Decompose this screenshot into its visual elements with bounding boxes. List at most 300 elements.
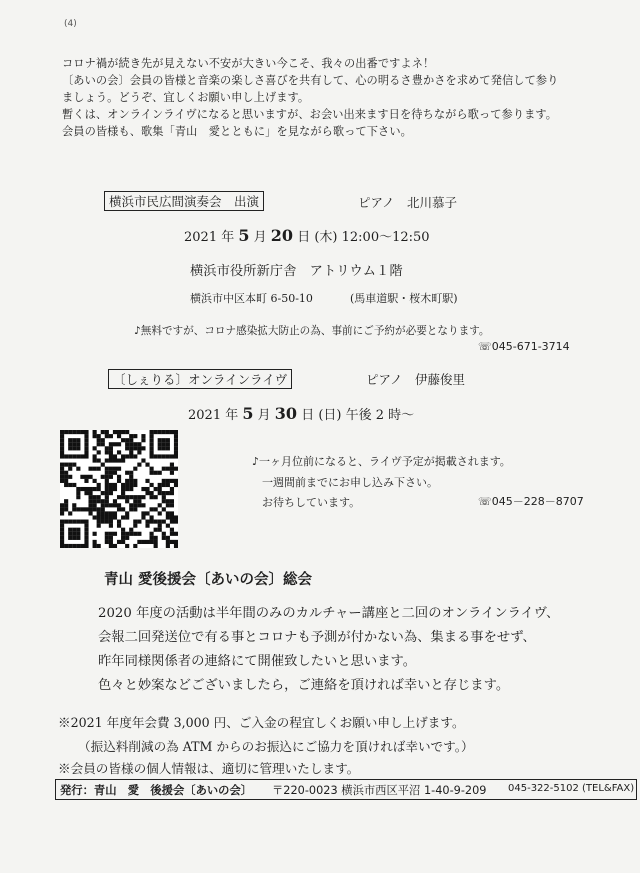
qr-module (76, 442, 80, 446)
qr-module (125, 487, 129, 491)
qr-module (166, 454, 170, 458)
qr-module (72, 454, 76, 458)
qr-module (68, 463, 72, 467)
qr-module (174, 454, 178, 458)
qr-module (125, 454, 129, 458)
qr-module (145, 463, 149, 467)
qr-module (113, 544, 117, 548)
qr-module (166, 483, 170, 487)
qr-module (64, 475, 68, 479)
qr-module (84, 520, 88, 524)
qr-module (133, 507, 137, 511)
qr-module (154, 471, 158, 475)
meeting-title: 青山 愛後援会〔あいの会〕総会 (104, 571, 313, 588)
qr-module (101, 442, 105, 446)
qr-module (84, 524, 88, 528)
qr-module (72, 532, 76, 536)
intro-line: コロナ禍が続き先が見えない不安が大きい今こそ、我々の出番ですよネ！ (62, 57, 435, 70)
qr-module (93, 446, 97, 450)
meeting-line: 色々と妙案などございましたら，ご連絡を頂ければ幸いと存じます。 (98, 678, 510, 693)
qr-module (166, 536, 170, 540)
qr-module (166, 491, 170, 495)
qr-module (174, 540, 178, 544)
event1-pianist: ピアノ 北川慕子 (358, 195, 458, 210)
qr-module (80, 520, 84, 524)
qr-module (68, 520, 72, 524)
qr-module (154, 487, 158, 491)
qr-module (101, 463, 105, 467)
qr-module (76, 467, 80, 471)
qr-module (133, 483, 137, 487)
qr-module (105, 483, 109, 487)
qr-module (101, 511, 105, 515)
qr-module (150, 438, 154, 442)
qr-module (170, 430, 174, 434)
qr-module (129, 528, 133, 532)
qr-module (158, 438, 162, 442)
qr-module (166, 515, 170, 519)
qr-module (166, 479, 170, 483)
qr-module (76, 491, 80, 495)
qr-module (97, 467, 101, 471)
qr-module (133, 467, 137, 471)
qr-module (141, 495, 145, 499)
qr-module (93, 458, 97, 462)
qr-module (170, 491, 174, 495)
qr-module (154, 520, 158, 524)
qr-module (158, 511, 162, 515)
qr-module (64, 503, 68, 507)
qr-module (109, 442, 113, 446)
qr-module (101, 515, 105, 519)
qr-module (150, 520, 154, 524)
qr-module (162, 499, 166, 503)
qr-module (154, 544, 158, 548)
qr-module (141, 458, 145, 462)
event1-year: 2021 年 (184, 230, 235, 245)
event2-month: 5 (242, 404, 254, 423)
qr-module (158, 491, 162, 495)
qr-module (174, 430, 178, 434)
qr-module (150, 467, 154, 471)
qr-module (154, 454, 158, 458)
qr-module (162, 532, 166, 536)
qr-module (93, 454, 97, 458)
qr-module (60, 503, 64, 507)
qr-module (113, 471, 117, 475)
qr-module (117, 475, 121, 479)
qr-module (141, 503, 145, 507)
qr-module (145, 524, 149, 528)
event1-tel: ☏045-671-3714 (478, 340, 570, 353)
qr-module (84, 434, 88, 438)
intro-line: 〔あいの会〕会員の皆様と音楽の楽しさ喜びを共有して、心の明るさ豊かさを求めて発信して参り (62, 74, 559, 87)
qr-module (129, 483, 133, 487)
qr-module (174, 446, 178, 450)
qr-module (166, 446, 170, 450)
qr-module (150, 450, 154, 454)
qr-module (60, 467, 64, 471)
event2-note: ♪一ヶ月位前になると、ライヴ予定が掲載されます。 (252, 455, 511, 468)
qr-module (121, 495, 125, 499)
event1-time: (木) 12:00～12:50 (314, 230, 430, 245)
qr-module (133, 532, 137, 536)
qr-module (158, 442, 162, 446)
event2-title: 〔しぇりる〕オンラインライヴ (108, 369, 292, 389)
qr-module (68, 483, 72, 487)
qr-module (109, 524, 113, 528)
qr-module (97, 507, 101, 511)
qr-module (105, 495, 109, 499)
qr-module (129, 434, 133, 438)
qr-module (133, 499, 137, 503)
qr-module (158, 454, 162, 458)
notice-line: ※会員の皆様の個人情報は、適切に管理いたします。 (58, 761, 360, 776)
qr-module (105, 450, 109, 454)
footer-address: 〒220-0023 横浜市西区平沼 1-40-9-209 (272, 784, 487, 797)
qr-module (141, 438, 145, 442)
qr-module (97, 458, 101, 462)
qr-module (101, 438, 105, 442)
qr-module (158, 520, 162, 524)
qr-module (166, 438, 170, 442)
qr-module (93, 544, 97, 548)
qr-module (121, 430, 125, 434)
qr-module (93, 430, 97, 434)
event2-note: 一週間前までにお申し込み下さい。 (262, 476, 438, 489)
qr-module (60, 446, 64, 450)
qr-module (105, 471, 109, 475)
qr-module (72, 536, 76, 540)
qr-module (137, 442, 141, 446)
qr-module (117, 479, 121, 483)
qr-module (109, 483, 113, 487)
qr-module (121, 487, 125, 491)
qr-module (113, 503, 117, 507)
qr-module (60, 524, 64, 528)
qr-module (150, 495, 154, 499)
qr-module (174, 442, 178, 446)
qr-module (80, 430, 84, 434)
qr-module (170, 487, 174, 491)
qr-module (174, 438, 178, 442)
qr-module (150, 540, 154, 544)
qr-module (145, 479, 149, 483)
qr-module (105, 446, 109, 450)
qr-module (166, 511, 170, 515)
qr-module (93, 503, 97, 507)
qr-module (84, 446, 88, 450)
qr-module (137, 446, 141, 450)
qr-module (76, 544, 80, 548)
qr-module (170, 467, 174, 471)
qr-module (150, 532, 154, 536)
qr-module (174, 479, 178, 483)
qr-module (101, 520, 105, 524)
qr-module (60, 511, 64, 515)
qr-module (84, 450, 88, 454)
qr-module (109, 471, 113, 475)
qr-module (105, 434, 109, 438)
qr-module (125, 438, 129, 442)
qr-module (166, 540, 170, 544)
qr-module (93, 467, 97, 471)
qr-module (150, 446, 154, 450)
qr-module (121, 532, 125, 536)
qr-module (154, 528, 158, 532)
qr-module (117, 442, 121, 446)
qr-module (170, 503, 174, 507)
qr-module (101, 507, 105, 511)
qr-module (133, 524, 137, 528)
qr-module (150, 442, 154, 446)
qr-module (117, 450, 121, 454)
qr-module (93, 487, 97, 491)
qr-module (105, 520, 109, 524)
qr-module (105, 458, 109, 462)
qr-module (125, 483, 129, 487)
qr-module (170, 499, 174, 503)
qr-module (137, 450, 141, 454)
qr-module (113, 532, 117, 536)
notice-line: （振込料削減の為 ATM からのお振込にご協力を頂ければ幸いです。） (78, 739, 474, 754)
qr-module (129, 446, 133, 450)
qr-module (121, 540, 125, 544)
qr-module (80, 454, 84, 458)
qr-module (109, 503, 113, 507)
qr-module (133, 495, 137, 499)
qr-module (133, 544, 137, 548)
qr-module (150, 491, 154, 495)
qr-module (68, 430, 72, 434)
qr-module (72, 483, 76, 487)
qr-module (84, 544, 88, 548)
qr-module (129, 495, 133, 499)
qr-module (137, 532, 141, 536)
qr-module (125, 515, 129, 519)
event1-month: 5 (238, 226, 250, 245)
qr-module (137, 520, 141, 524)
qr-module (109, 487, 113, 491)
qr-module (64, 507, 68, 511)
qr-module (101, 475, 105, 479)
qr-module (105, 479, 109, 483)
qr-module (88, 499, 92, 503)
qr-module (129, 503, 133, 507)
intro-line: ましょう。どうぞ、宜しくお願い申し上げます。 (62, 91, 310, 104)
qr-module (117, 507, 121, 511)
qr-module (125, 471, 129, 475)
footer-publisher: 発行：青山 愛 後援会〔あいの会〕 (60, 784, 253, 797)
qr-module (121, 507, 125, 511)
qr-module (129, 454, 133, 458)
event1-title: 横浜市民広間演奏会 出演 (104, 191, 264, 211)
qr-module (97, 450, 101, 454)
qr-module (84, 491, 88, 495)
qr-module (166, 524, 170, 528)
qr-module (93, 479, 97, 483)
qr-module (88, 495, 92, 499)
event2-note: お待ちしています。 (262, 496, 361, 509)
qr-module (84, 532, 88, 536)
qr-module (105, 503, 109, 507)
qr-module (76, 495, 80, 499)
qr-module (109, 491, 113, 495)
qr-module (93, 495, 97, 499)
qr-module (141, 487, 145, 491)
qr-module (154, 536, 158, 540)
qr-module (109, 532, 113, 536)
qr-module (162, 442, 166, 446)
qr-module (93, 540, 97, 544)
qr-module (174, 434, 178, 438)
qr-module (158, 446, 162, 450)
qr-module (68, 511, 72, 515)
qr-module (141, 446, 145, 450)
qr-module (117, 520, 121, 524)
qr-module (133, 520, 137, 524)
qr-module (72, 528, 76, 532)
qr-module (150, 507, 154, 511)
qr-module (84, 454, 88, 458)
page-number: (4) (64, 19, 77, 29)
qr-module (158, 483, 162, 487)
qr-module (72, 507, 76, 511)
qr-module (72, 503, 76, 507)
qr-module (150, 483, 154, 487)
qr-module (97, 499, 101, 503)
qr-module (97, 515, 101, 519)
qr-module (113, 442, 117, 446)
qr-module (129, 438, 133, 442)
qr-module (113, 467, 117, 471)
qr-module (105, 536, 109, 540)
event1-day: 20 (270, 226, 294, 245)
qr-module (162, 507, 166, 511)
qr-module (133, 434, 137, 438)
qr-module (60, 479, 64, 483)
qr-module (60, 450, 64, 454)
qr-module (97, 524, 101, 528)
qr-module (162, 520, 166, 524)
qr-module (145, 487, 149, 491)
qr-module (105, 515, 109, 519)
qr-module (141, 434, 145, 438)
qr-module (101, 491, 105, 495)
qr-module (145, 520, 149, 524)
qr-module (121, 458, 125, 462)
footer-tel: 045-322-5102 (TEL&FAX) (508, 783, 635, 794)
event1-station: (馬車道駅・桜木町駅) (350, 292, 458, 305)
qr-module (162, 483, 166, 487)
qr-module (113, 458, 117, 462)
intro-line: 暫くは、オンラインライヴになると思いますが、お会い出来ます日を待ちながら歌って参ります。 (62, 108, 558, 121)
notice-line: ※2021 年度年会費 3,000 円、ご入金の程宜しくお願い申し上げます。 (58, 715, 465, 730)
qr-module (174, 544, 178, 548)
meeting-line: 会報二回発送位で有る事とコロナも予測が付かない為、集まる事をせず、 (98, 630, 536, 645)
qr-module (141, 511, 145, 515)
qr-module (72, 463, 76, 467)
qr-module (76, 532, 80, 536)
qr-module (72, 442, 76, 446)
qr-module (68, 528, 72, 532)
qr-module (133, 503, 137, 507)
qr-module (109, 446, 113, 450)
qr-module (170, 520, 174, 524)
qr-module (121, 438, 125, 442)
qr-module (76, 446, 80, 450)
qr-module (162, 430, 166, 434)
qr-module (129, 487, 133, 491)
qr-module (88, 467, 92, 471)
qr-module (174, 467, 178, 471)
qr-module (109, 511, 113, 515)
qr-module (97, 438, 101, 442)
qr-module (76, 507, 80, 511)
qr-module (170, 528, 174, 532)
qr-module (84, 438, 88, 442)
meeting-line: 昨年同様関係者の連絡にて開催致したいと思います。 (98, 654, 417, 669)
qr-module (166, 503, 170, 507)
qr-module (109, 515, 113, 519)
qr-module (133, 442, 137, 446)
qr-module (105, 499, 109, 503)
qr-module (76, 487, 80, 491)
qr-module (76, 520, 80, 524)
qr-module (129, 475, 133, 479)
qr-module (158, 430, 162, 434)
qr-module (105, 511, 109, 515)
qr-module (64, 544, 68, 548)
qr-module (133, 446, 137, 450)
qr-module (170, 511, 174, 515)
qr-module (60, 536, 64, 540)
qr-module (129, 532, 133, 536)
qr-module (60, 471, 64, 475)
qr-module (125, 536, 129, 540)
qr-module (68, 442, 72, 446)
qr-module (150, 434, 154, 438)
event2-tel: ☏045－228－8707 (478, 495, 584, 508)
event2-day: 30 (274, 404, 298, 423)
qr-module (72, 446, 76, 450)
qr-module (154, 495, 158, 499)
qr-module (125, 495, 129, 499)
qr-module (158, 487, 162, 491)
qr-module (105, 540, 109, 544)
qr-module (93, 532, 97, 536)
qr-module (154, 430, 158, 434)
qr-module (154, 507, 158, 511)
qr-module (68, 446, 72, 450)
qr-module (125, 532, 129, 536)
qr-module (121, 491, 125, 495)
qr-module (97, 487, 101, 491)
qr-module (129, 471, 133, 475)
qr-module (113, 483, 117, 487)
qr-module (84, 475, 88, 479)
qr-module (162, 491, 166, 495)
qr-module (80, 507, 84, 511)
qr-module (109, 467, 113, 471)
event1-month-unit: 月 (253, 230, 267, 245)
qr-module (109, 540, 113, 544)
qr-module (129, 507, 133, 511)
event1-venue: 横浜市役所新庁舎 アトリウム１階 (190, 264, 403, 279)
qr-module (88, 511, 92, 515)
qr-module (109, 520, 113, 524)
qr-code[interactable] (60, 430, 178, 548)
